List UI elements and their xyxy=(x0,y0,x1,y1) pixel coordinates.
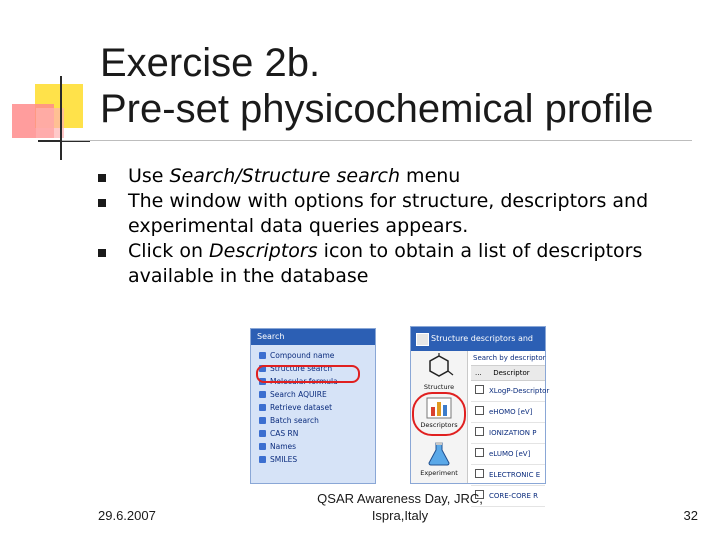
descriptor-row[interactable]: CORE-CORE R xyxy=(471,486,545,507)
descriptor-row[interactable]: XLogP-Descriptor xyxy=(471,381,545,402)
descriptor-list-panel xyxy=(471,351,550,507)
checkbox[interactable] xyxy=(475,427,484,436)
bullet-text: Click on xyxy=(128,240,210,262)
slide-title xyxy=(100,40,700,132)
descriptor-window-header: Structure descriptors and xyxy=(411,327,545,351)
search-menu-item[interactable]: Molecular formula xyxy=(251,375,375,388)
menu-item-icon xyxy=(259,443,266,450)
bullet-list xyxy=(98,164,708,289)
bullet-item xyxy=(98,189,708,239)
bullet-item xyxy=(98,239,708,289)
bullet-emphasis: Search/Structure search xyxy=(169,165,401,187)
structure-button[interactable]: Structure xyxy=(415,353,463,391)
molecule-icon xyxy=(424,353,454,381)
checkbox[interactable] xyxy=(475,448,484,457)
search-menu-screenshot xyxy=(250,328,376,484)
search-menu-item[interactable]: Batch search xyxy=(251,414,375,427)
column-header: Descriptor xyxy=(493,369,530,377)
bullet-square-icon xyxy=(98,174,106,182)
descriptor-row[interactable]: eLUMO [eV] xyxy=(471,444,545,465)
title-ornament-vertical-line xyxy=(60,76,62,160)
bullet-square-icon xyxy=(98,199,106,207)
footer-event xyxy=(290,490,510,524)
menu-item-icon xyxy=(259,404,266,411)
descriptors-button[interactable]: Descriptors xyxy=(415,397,463,429)
experiment-button[interactable]: Experiment xyxy=(415,441,463,477)
bullet-text: Use xyxy=(128,165,170,187)
search-panel-header: Search xyxy=(251,329,375,345)
search-menu-item[interactable]: Retrieve dataset xyxy=(251,401,375,414)
search-menu-item[interactable]: Compound name xyxy=(251,349,375,362)
footer-event-line2: Ispra,Italy xyxy=(371,508,429,523)
descriptor-list-title: Search by descriptor xyxy=(473,354,546,362)
footer-event-line1: QSAR Awareness Day, JRC, xyxy=(317,491,483,506)
title-divider xyxy=(62,140,692,141)
search-menu-item[interactable]: Search AQUIRE xyxy=(251,388,375,401)
search-menu-item[interactable]: Names xyxy=(251,440,375,453)
search-menu-item-structure-search[interactable]: Structure search xyxy=(251,362,375,375)
slide-title-line2: Pre-set physicochemical profile xyxy=(100,87,654,131)
checkbox[interactable] xyxy=(475,385,484,394)
highlight-oval xyxy=(256,365,360,383)
menu-item-icon xyxy=(259,391,266,398)
bullet-text: The window with options for structure, descriptors and experimental data queries appears. xyxy=(128,190,649,237)
footer-date: 29.6.2007 xyxy=(98,508,156,523)
bullet-text: icon to obtain a list of descriptors available in the database xyxy=(128,240,643,287)
descriptor-row[interactable]: eHOMO [eV] xyxy=(471,402,545,423)
bullet-square-icon xyxy=(98,249,106,257)
column-header: ... xyxy=(475,369,482,377)
search-menu-item[interactable]: CAS RN xyxy=(251,427,375,440)
menu-item-icon xyxy=(259,352,266,359)
bullet-text: menu xyxy=(400,165,461,187)
flask-icon xyxy=(426,441,452,467)
page-number: 32 xyxy=(683,508,698,523)
search-menu-item[interactable]: SMILES xyxy=(251,453,375,466)
bullet-item xyxy=(98,164,708,189)
slide-title-line1: Exercise 2b. xyxy=(100,41,321,85)
bullet-emphasis: Descriptors xyxy=(209,240,318,262)
window-icon xyxy=(416,333,429,346)
descriptor-list-header xyxy=(471,365,545,381)
menu-item-icon xyxy=(259,430,266,437)
descriptor-row[interactable]: IONIZATION P xyxy=(471,423,545,444)
descriptor-row[interactable]: ELECTRONIC E xyxy=(471,465,545,486)
menu-item-icon xyxy=(259,456,266,463)
highlight-oval xyxy=(412,392,466,436)
checkbox[interactable] xyxy=(475,469,484,478)
menu-item-icon xyxy=(259,417,266,424)
checkbox[interactable] xyxy=(475,406,484,415)
